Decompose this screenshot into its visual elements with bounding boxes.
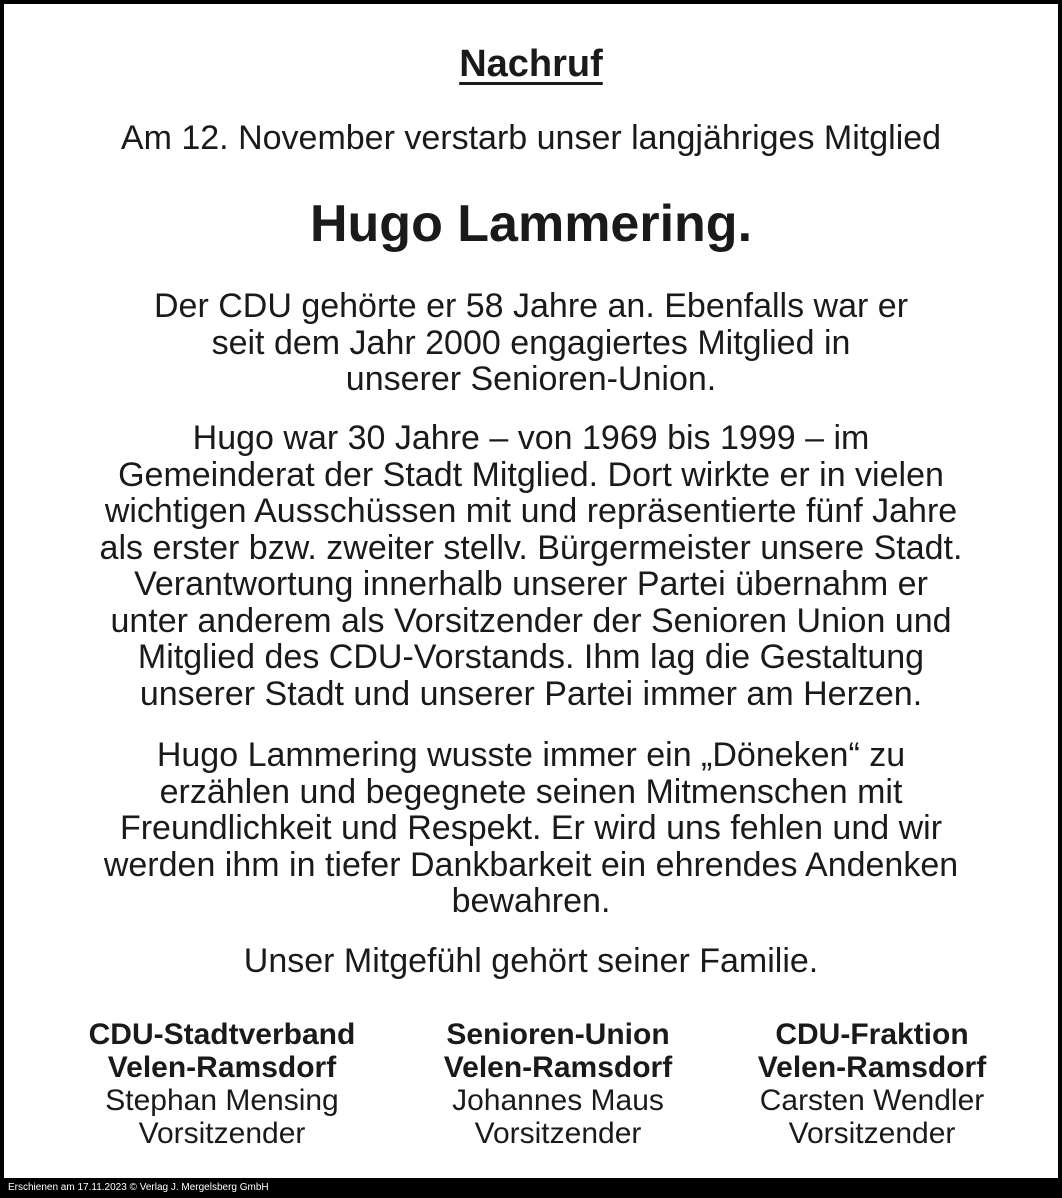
signatory-fraktion [702,1018,1042,1150]
signatory-role: Vorsitzender [474,1117,642,1150]
paragraph-tribute: Hugo Lammering wusste immer ein „Döneken“ zu erzählen und begegnete seinen Mitmenschen mit Freundlichkeit und Respekt. Er wird uns fehlen und wir werden ihm in tiefer Dankbarkeit ein ehrendes Andenken bewahren. [103,736,959,920]
signatory-role: Vorsitzender [788,1117,956,1150]
notice-title: Nachruf [459,43,603,85]
signatory-org-name: CDU-Fraktion [775,1018,969,1051]
signatory-stadtverband [52,1018,392,1150]
signatory-org-location: Velen-Ramsdorf [107,1051,337,1084]
signatory-person: Carsten Wendler [759,1084,985,1117]
publication-footer: Erschienen am 17.11.2023 © Verlag J. Mergelsberg GmbH [4,1178,1058,1198]
signatory-org-location: Velen-Ramsdorf [757,1051,987,1084]
signatory-org-name: CDU-Stadtverband [88,1018,356,1051]
signatory-person: Johannes Maus [452,1084,664,1117]
signatory-org-name: Senioren-Union [446,1018,670,1051]
closing-line: Unser Mitgefühl gehört seiner Familie. [243,942,819,980]
signatory-role: Vorsitzender [138,1117,306,1150]
signatory-person: Stephan Mensing [105,1084,339,1117]
signatory-org-location: Velen-Ramsdorf [443,1051,673,1084]
signatory-senioren-union [388,1018,728,1150]
deceased-name: Hugo Lammering. [309,195,753,253]
intro-line: Am 12. November verstarb unser langjähriges Mitglied [120,119,942,157]
paragraph-membership: Der CDU gehörte er 58 Jahre an. Ebenfalls war er seit dem Jahr 2000 engagiertes Mitglied in unserer Senioren-Union. [153,287,909,398]
paragraph-council: Hugo war 30 Jahre – von 1969 bis 1999 – im Gemeinderat der Stadt Mitglied. Dort wirkte er in vielen wichtigen Ausschüssen mit und repräsentierte fünf Jahre als erster bzw. zweiter stellv. Bürgermeister unsere Stadt. Verantwortung innerhalb unserer Partei übernahm er unter anderem als Vorsitzender der Senioren Union und Mitglied des CDU-Vorstands. Ihm lag die Gestaltung unserer Stadt und unserer Partei immer am Herzen. [99,419,963,713]
